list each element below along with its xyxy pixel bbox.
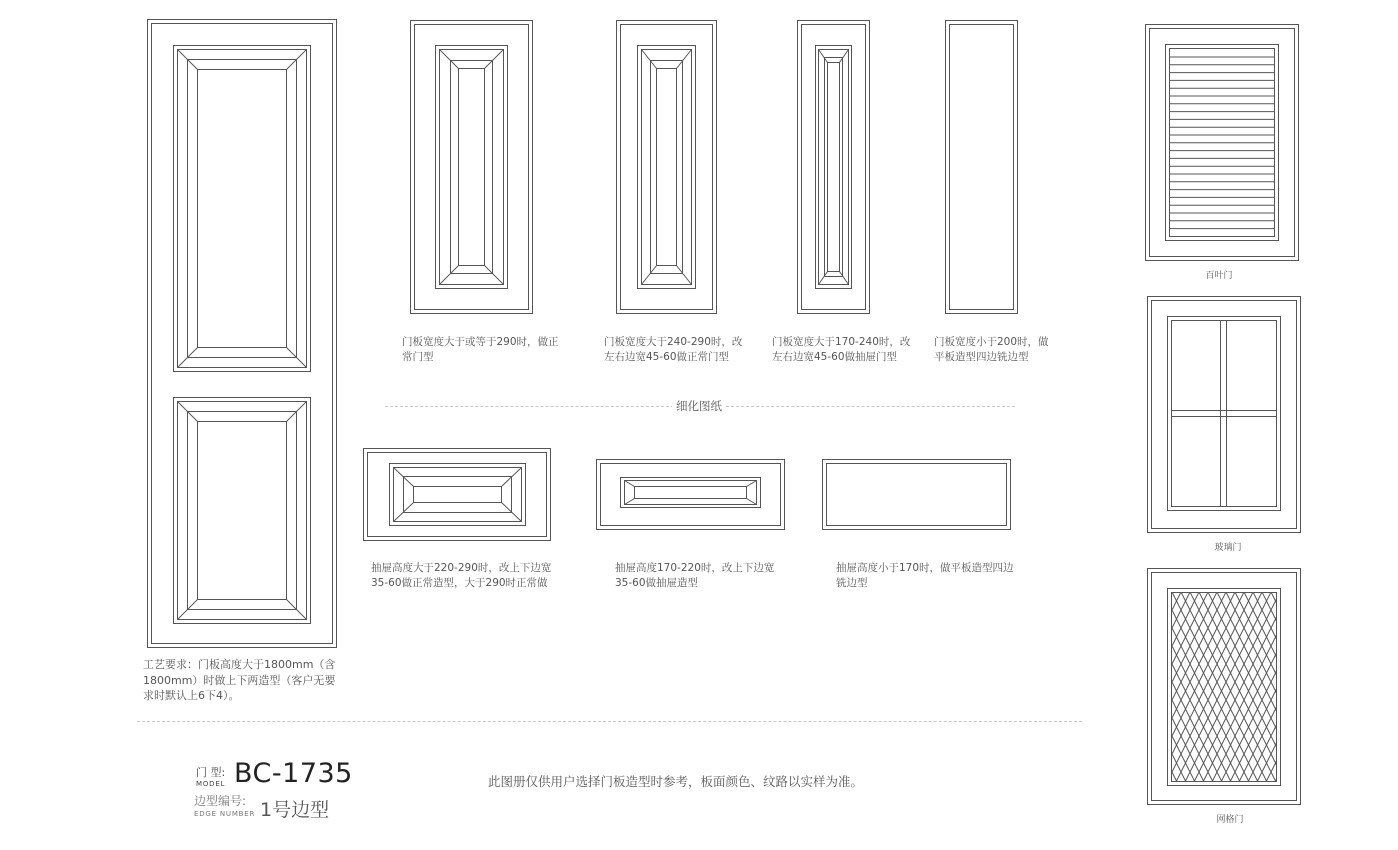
- mesh-line: [942, 592, 1037, 782]
- mesh-line: [960, 592, 1055, 782]
- mesh-line: [1082, 592, 1177, 782]
- door-290-note: 门板宽度大于或等于290时，做正 常门型: [402, 336, 559, 363]
- mesh-door-caption: 网格门: [1216, 815, 1244, 825]
- mesh-line: [1041, 592, 1136, 782]
- mesh-line: [1001, 592, 1096, 782]
- mesh-line: [951, 592, 1046, 782]
- mesh-line: [1370, 592, 1398, 782]
- mesh-line: [1316, 592, 1398, 782]
- mesh-line: [1149, 592, 1244, 782]
- mesh-line: [965, 592, 1060, 782]
- mesh-line: [983, 592, 1078, 782]
- mesh-line: [1293, 592, 1388, 782]
- mesh-line: [924, 592, 1019, 782]
- mesh-line: [1077, 592, 1172, 782]
- mesh-line: [1185, 592, 1280, 782]
- mesh-line: [1226, 592, 1321, 782]
- louver-door-drawing: [1145, 24, 1300, 262]
- mesh-line: [978, 592, 1073, 782]
- section-divider-bottom: [137, 721, 1082, 722]
- mesh-line: [1073, 592, 1168, 782]
- mesh-line: [1298, 592, 1393, 782]
- mesh-line: [1131, 592, 1226, 782]
- tall-two-panel-door-drawing: [147, 19, 338, 649]
- mesh-line: [1158, 592, 1253, 782]
- mesh-line: [1122, 592, 1217, 782]
- mesh-line: [1010, 592, 1105, 782]
- mesh-line: [852, 592, 947, 782]
- mesh-line: [1167, 592, 1262, 782]
- tall-door-note: 工艺要求：门板高度大于1800mm（含 1800mm）时做上下两造型（客户无要 求时默认上6下4）。: [143, 658, 336, 702]
- mesh-line: [1028, 592, 1123, 782]
- mesh-line: [1356, 592, 1398, 782]
- mesh-line: [1235, 592, 1330, 782]
- mesh-line: [861, 592, 956, 782]
- drawer-lt-170-note: 抽屉高度小于170时，做平板造型四边 铣边型: [836, 562, 1014, 589]
- section-label: 细化图纸: [672, 398, 726, 414]
- edge-number-label-en: EDGE NUMBER: [194, 810, 256, 818]
- mesh-line: [969, 592, 1064, 782]
- mesh-line: [1208, 592, 1303, 782]
- drawer-normal-drawing: [363, 448, 552, 542]
- disclaimer-text: 此图册仅供用户选择门板造型时参考，板面颜色、纹路以实样为准。: [488, 774, 864, 789]
- mesh-line: [1365, 592, 1398, 782]
- mesh-line: [1244, 592, 1339, 782]
- model-type-label: 门 型:: [196, 766, 226, 779]
- mesh-line: [1302, 592, 1397, 782]
- mesh-line: [1329, 592, 1398, 782]
- mesh-line: [1194, 592, 1289, 782]
- mesh-line: [1176, 592, 1271, 782]
- mesh-line: [1271, 592, 1366, 782]
- mesh-line: [1113, 592, 1208, 782]
- drawer-flat-drawing: [822, 459, 1012, 531]
- mesh-line: [1046, 592, 1141, 782]
- mesh-line: [1095, 592, 1190, 782]
- model-number: BC-1735: [234, 758, 353, 789]
- edge-number-value: 1号边型: [260, 799, 330, 821]
- mesh-line: [1361, 592, 1398, 782]
- edge-number-label: 边型编号:: [194, 794, 247, 808]
- mesh-line: [1019, 592, 1114, 782]
- glass-door-drawing: [1147, 296, 1302, 534]
- mesh-line: [1221, 592, 1316, 782]
- door-normal-drawing: [410, 20, 534, 315]
- mesh-line: [1068, 592, 1163, 782]
- mesh-line: [992, 592, 1087, 782]
- door-lt-200-note: 门板宽度小于200时，做 平板造型四边铣边型: [934, 336, 1049, 363]
- mesh-line: [1280, 592, 1375, 782]
- drawer-170-220-note: 抽屉高度170-220时，改上下边宽 35-60做抽屉造型: [615, 562, 775, 589]
- mesh-line: [1059, 592, 1154, 782]
- mesh-line: [1055, 592, 1150, 782]
- mesh-line: [915, 592, 1010, 782]
- mesh-line: [1311, 592, 1398, 782]
- door-240-290-note: 门板宽度大于240-290时，改 左右边宽45-60做正常门型: [604, 336, 743, 363]
- mesh-line: [1005, 592, 1100, 782]
- door-170-240-drawing: [797, 20, 871, 315]
- mesh-line: [1320, 592, 1398, 782]
- mesh-line: [1248, 592, 1343, 782]
- mesh-line: [1037, 592, 1132, 782]
- mesh-line: [1343, 592, 1398, 782]
- mesh-line: [888, 592, 983, 782]
- mesh-door-drawing: [1147, 568, 1302, 806]
- mesh-line: [1289, 592, 1384, 782]
- door-170-240-note: 门板宽度大于170-240时，改 左右边宽45-60做抽屉门型: [772, 336, 911, 363]
- mesh-line: [879, 592, 974, 782]
- mesh-line: [1307, 592, 1398, 782]
- mesh-line: [1199, 592, 1294, 782]
- door-240-290-drawing: [616, 20, 718, 315]
- mesh-line: [1284, 592, 1379, 782]
- mesh-line: [1338, 592, 1398, 782]
- mesh-line: [1275, 592, 1370, 782]
- mesh-line: [1212, 592, 1307, 782]
- louver-door-caption: 百叶门: [1205, 271, 1233, 281]
- glass-door-caption: 玻璃门: [1214, 543, 1242, 553]
- drawer-170-220-drawing: [596, 459, 786, 531]
- model-type-label-en: MODEL: [196, 780, 226, 788]
- mesh-line: [1239, 592, 1334, 782]
- drawer-220-290-note: 抽屉高度大于220-290时，改上下边宽 35-60做正常造型，大于290时正常做: [371, 562, 552, 589]
- mesh-line: [1388, 592, 1398, 782]
- mesh-line: [1334, 592, 1398, 782]
- mesh-line: [870, 592, 965, 782]
- mesh-line: [947, 592, 1042, 782]
- mesh-line: [1014, 592, 1109, 782]
- mesh-line: [956, 592, 1051, 782]
- mesh-line: [1086, 592, 1181, 782]
- mesh-line: [1257, 592, 1352, 782]
- mesh-line: [1352, 592, 1398, 782]
- door-flat-drawing: [945, 20, 1019, 315]
- mesh-line: [1064, 592, 1159, 782]
- mesh-line: [996, 592, 1091, 782]
- mesh-line: [1347, 592, 1398, 782]
- mesh-line: [987, 592, 1082, 782]
- mesh-line: [1325, 592, 1398, 782]
- mesh-line: [1217, 592, 1312, 782]
- mesh-line: [1379, 592, 1398, 782]
- mesh-line: [897, 592, 992, 782]
- mesh-line: [933, 592, 1028, 782]
- mesh-line: [1050, 592, 1145, 782]
- mesh-line: [1203, 592, 1298, 782]
- mesh-line: [1023, 592, 1118, 782]
- mesh-line: [1140, 592, 1235, 782]
- mesh-line: [906, 592, 1001, 782]
- mesh-line: [974, 592, 1069, 782]
- mesh-line: [1032, 592, 1127, 782]
- mesh-line: [1230, 592, 1325, 782]
